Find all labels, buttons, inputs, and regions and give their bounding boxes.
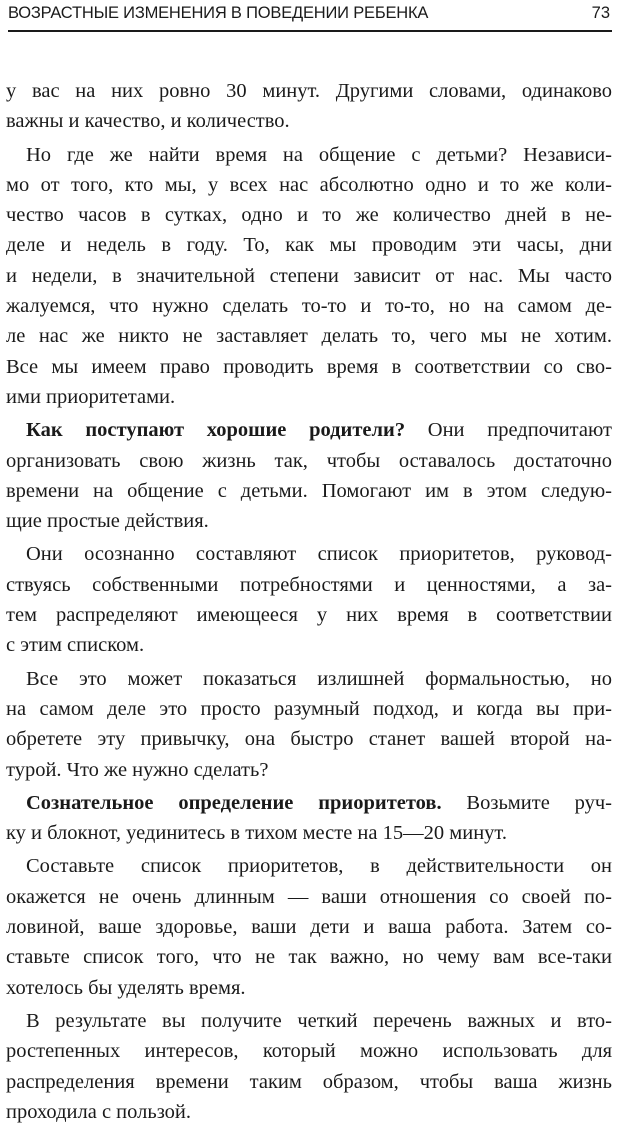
running-title: ВОЗРАСТНЫЕ ИЗМЕНЕНИЯ В ПОВЕДЕНИИ РЕБЕНКА [8, 4, 429, 22]
paragraph-7 [6, 851, 612, 1002]
text-line: у вас на них ровно 30 минут. Другими словами, одинаково [6, 80, 612, 102]
paragraph-1 [6, 76, 612, 137]
body-text [6, 76, 612, 1127]
text-line: ствуясь собственными потребностями и ценностями, а за- [6, 573, 612, 596]
text-line: чество часов в сутках, одно и то же количество дней в не- [6, 204, 612, 227]
page-number: 73 [591, 4, 610, 22]
paragraph-4 [6, 539, 612, 660]
bold-lead-in: Сознательное определение приоритетов. [26, 791, 442, 814]
text-line: жалуемся, что нужно сделать то-то и то-то, но на самом де- [6, 295, 612, 318]
text-line: щие простые действия. [6, 510, 209, 533]
text-line: Они осознанно составляют список приоритетов, руковод- [26, 543, 612, 566]
text-line: обретете эту привычку, она быстро станет вашей второй на- [6, 728, 612, 751]
text-line: окажется не очень длинным — ваши отношения со своей по- [6, 885, 612, 908]
text-line: ловиной, ваше здоровье, ваши дети и ваша работа. Затем со- [6, 916, 612, 939]
text-line: мо от того, кто мы, у всех нас абсолютно одно и то же коли- [6, 173, 612, 196]
text-line: важны и качество, и количество. [6, 110, 290, 133]
paragraph-6 [6, 788, 612, 849]
text-line: Все это может показаться излишней формальностью, но [26, 667, 612, 690]
text-line: Но где же найти время на общение с детьми? Независи- [26, 143, 612, 166]
text-line: ле нас же никто не заставляет делать то, чего мы не хотим. [6, 325, 612, 348]
text-line: проходила с пользой. [6, 1100, 192, 1123]
text-run: Они предпочитают [405, 419, 612, 442]
text-line: и недели, в значительной степени зависит от нас. Мы часто [6, 264, 612, 287]
text-line: ростепенных интересов, который можно использовать для [6, 1040, 612, 1063]
text-run: Возьмите руч- [441, 791, 612, 814]
text-line: времени на общение с детьми. Помогают им в этом следую- [6, 479, 612, 502]
text-line: турой. Что же нужно сделать? [6, 758, 269, 781]
paragraph-2 [6, 140, 612, 413]
text-line: ими приоритетами. [6, 385, 176, 408]
paragraph-8 [6, 1006, 612, 1127]
text-line: распределения времени таким образом, чтобы ваша жизнь [6, 1070, 612, 1093]
paragraph-5 [6, 664, 612, 785]
text-line: на самом деле это просто разумный подход, и когда вы при- [6, 697, 612, 720]
running-header [8, 2, 612, 32]
text-line: Составьте список приоритетов, в действительности он [26, 855, 612, 878]
text-line: ку и блокнот, уединитесь в тихом месте на 15—20 минут. [6, 822, 507, 845]
text-line: организовать свою жизнь так, чтобы оставалось достаточно [6, 449, 612, 472]
text-line: деле и недель в году. То, как мы проводим эти часы, дни [6, 234, 612, 257]
text-line: с этим списком. [6, 634, 145, 657]
text-line: В результате вы получите четкий перечень важных и вто- [26, 1009, 612, 1032]
text-line [6, 415, 612, 445]
paragraph-3 [6, 415, 612, 536]
text-line [6, 788, 612, 818]
text-line: тем распределяют имеющееся у них время в соответствии [6, 604, 612, 627]
text-line: Все мы имеем право проводить время в соответствии со сво- [6, 355, 612, 378]
text-line: хотелось бы уделять время. [6, 976, 246, 999]
bold-lead-in: Как поступают хорошие родители? [26, 419, 406, 442]
text-line: ставьте список того, что не так важно, но чему вам все-таки [6, 946, 612, 969]
